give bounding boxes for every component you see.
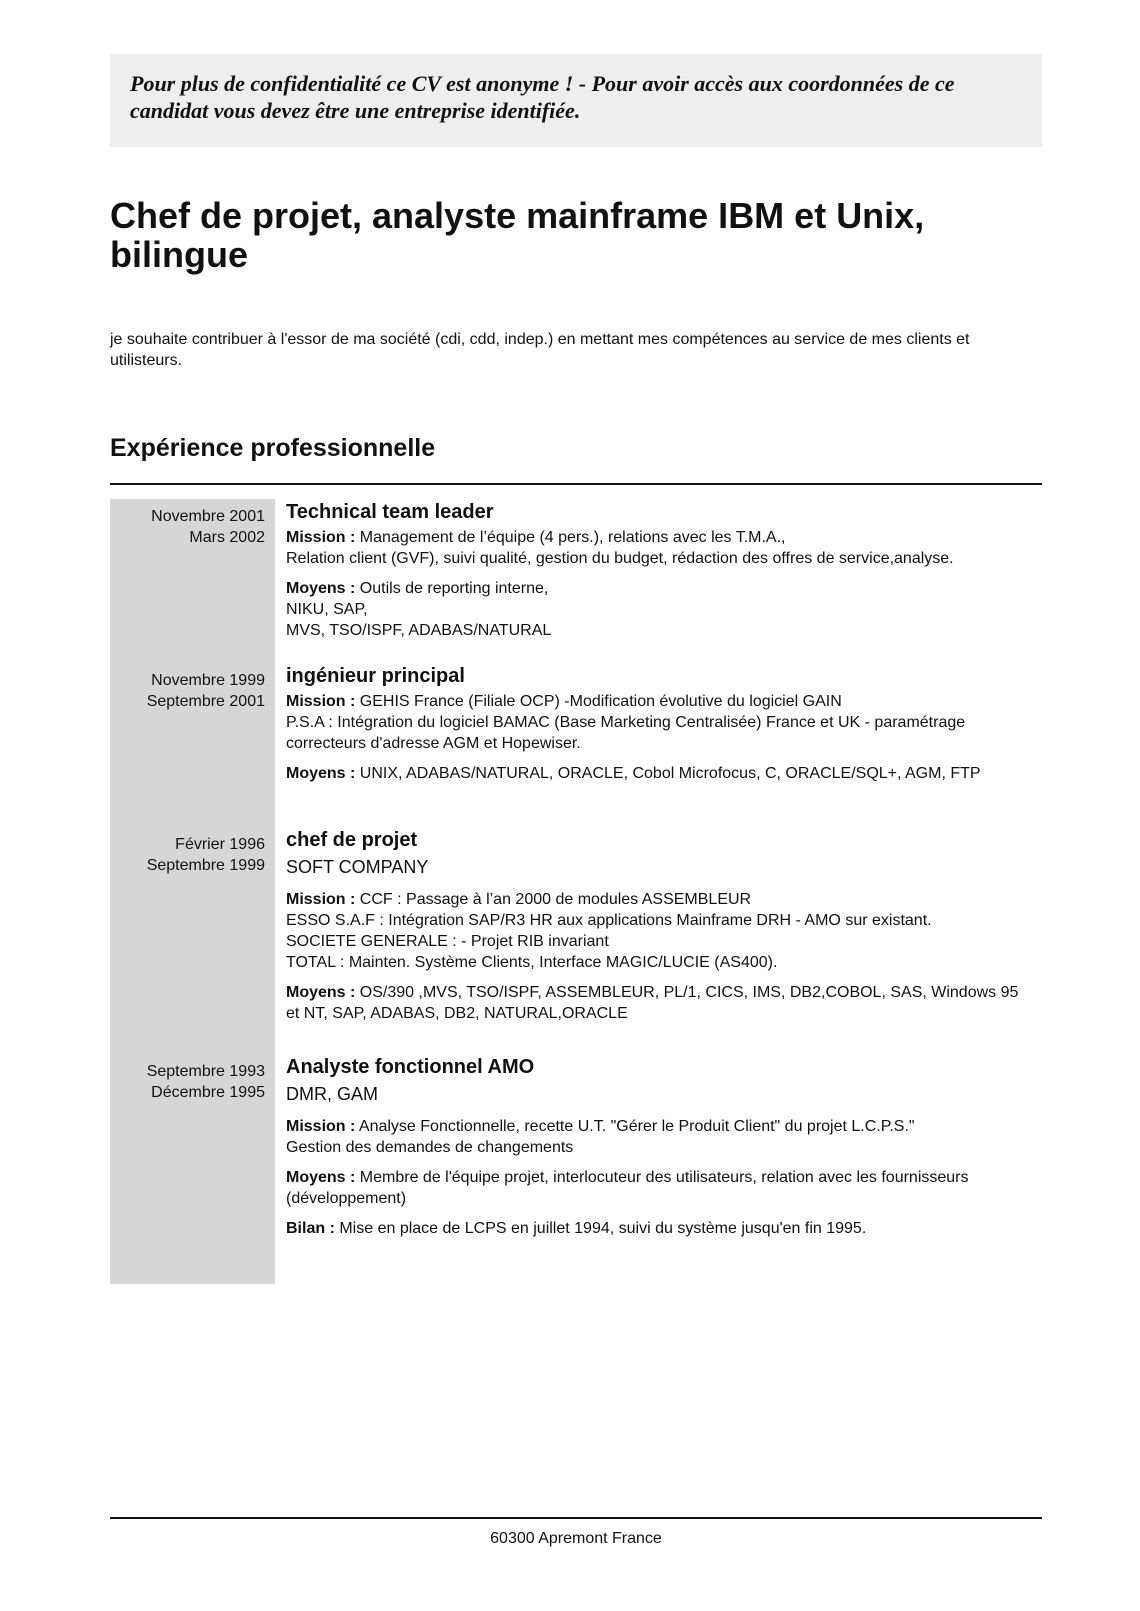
entry-company: SOFT COMPANY [286, 857, 429, 877]
moyens-line: MVS, TSO/ISPF, ADABAS/NATURAL [286, 622, 552, 639]
experience-section [110, 499, 1042, 1284]
entry-mission [286, 1116, 1036, 1158]
moyens-line: Outils de reporting interne, [359, 580, 549, 597]
entry-start-date: Février 1996 [175, 836, 265, 853]
anonymity-notice-text: Pour plus de confidentialité ce CV est anonyme ! - Pour avoir accès aux coordonnées de ce candidat vous devez être une entreprise identifiée. [130, 71, 955, 123]
mission-line: Gestion des demandes de changements [286, 1139, 574, 1156]
entry-moyens [286, 982, 1036, 1024]
entry-body [286, 499, 1036, 650]
moyens-line: OS/390 ,MVS, TSO/ISPF, ASSEMBLEUR, PL/1, CICS, IMS, DB2,COBOL, SAS, Windows 95 et NT, SAP, ADABAS, DB2, NATURAL,ORACLE [286, 984, 1019, 1022]
moyens-label: Moyens : [286, 580, 356, 597]
moyens-label: Moyens : [286, 984, 356, 1001]
mission-line: SOCIETE GENERALE : - Projet RIB invariant [286, 933, 609, 950]
entry-dates [110, 506, 265, 548]
entry-job-title: ingénieur principal [286, 665, 465, 687]
entry-body [286, 1054, 1036, 1248]
cv-title [110, 196, 1050, 274]
entry-job-title: chef de projet [286, 829, 418, 851]
moyens-line: UNIX, ADABAS/NATURAL, ORACLE, Cobol Microfocus, C, ORACLE/SQL+, AGM, FTP [359, 765, 981, 782]
mission-label: Mission : [286, 1118, 356, 1135]
entry-dates [110, 1061, 265, 1103]
moyens-label: Moyens : [286, 765, 356, 782]
entry-end-date: Décembre 1995 [151, 1084, 265, 1101]
entry-start-date: Novembre 2001 [151, 508, 265, 525]
entry-end-date: Septembre 1999 [146, 857, 265, 874]
moyens-line: NIKU, SAP, [286, 601, 368, 618]
entry-moyens [286, 763, 1036, 784]
mission-line: Analyse Fonctionnelle, recette U.T. "Gérer le Produit Client" du projet L.C.P.S." [358, 1118, 915, 1135]
entry-mission [286, 691, 1036, 754]
entry-dates [110, 670, 265, 712]
footer-location: 60300 Apremont France [490, 1530, 662, 1547]
entry-dates [110, 834, 265, 876]
section-divider [110, 483, 1042, 485]
section-title-experience: Expérience professionnelle [110, 434, 436, 462]
mission-label: Mission : [286, 529, 356, 546]
mission-line: Relation client (GVF), suivi qualité, gestion du budget, rédaction des offres de service,analyse. [286, 550, 954, 567]
cv-title-line-2: bilingue [110, 234, 248, 275]
mission-line: GEHIS France (Filiale OCP) -Modification évolutive du logiciel GAIN [359, 693, 842, 710]
cv-title-line-1: Chef de projet, analyste mainframe IBM et Unix, [110, 195, 925, 236]
mission-line: ESSO S.A.F : Intégration SAP/R3 HR aux applications Mainframe DRH - AMO sur existant. [286, 912, 932, 929]
entry-mission [286, 527, 1036, 569]
entry-job-title: Technical team leader [286, 501, 494, 523]
entry-end-date: Mars 2002 [189, 529, 265, 546]
entry-end-date: Septembre 2001 [146, 693, 265, 710]
entry-body [286, 827, 1036, 1033]
anonymity-notice [110, 54, 1042, 147]
moyens-line: Membre de l'équipe projet, interlocuteur des utilisateurs, relation avec les fournisseurs (développement) [286, 1169, 969, 1207]
entry-start-date: Novembre 1999 [151, 672, 265, 689]
entry-body [286, 663, 1036, 793]
moyens-label: Moyens : [286, 1169, 356, 1186]
mission-label: Mission : [286, 693, 356, 710]
bilan-text: Mise en place de LCPS en juillet 1994, suivi du système jusqu'en fin 1995. [339, 1220, 867, 1237]
mission-line: P.S.A : Intégration du logiciel BAMAC (Base Marketing Centralisée) France et UK - paramétrage correcteurs d'adresse AGM et Hopewiser. [286, 714, 966, 752]
entry-bilan [286, 1218, 1036, 1239]
mission-line: TOTAL : Mainten. Système Clients, Interface MAGIC/LUCIE (AS400). [286, 954, 778, 971]
entry-mission [286, 889, 1036, 973]
mission-line: CCF : Passage à l’an 2000 de modules ASSEMBLEUR [359, 891, 752, 908]
objective-text: je souhaite contribuer à l'essor de ma société (cdi, cdd, indep.) en mettant mes compétences au service de mes clients et utilisteurs. [110, 331, 970, 369]
mission-line: Management de l’équipe (4 pers.), relations avec les T.M.A., [359, 529, 786, 546]
entry-moyens [286, 1167, 1036, 1209]
bilan-label: Bilan : [286, 1220, 335, 1237]
entry-job-title: Analyste fonctionnel AMO [286, 1056, 535, 1078]
date-column [110, 499, 275, 1284]
footer-divider [110, 1517, 1042, 1519]
entry-start-date: Septembre 1993 [146, 1063, 265, 1080]
entry-company: DMR, GAM [286, 1084, 378, 1104]
mission-label: Mission : [286, 891, 356, 908]
entry-moyens [286, 578, 1036, 641]
